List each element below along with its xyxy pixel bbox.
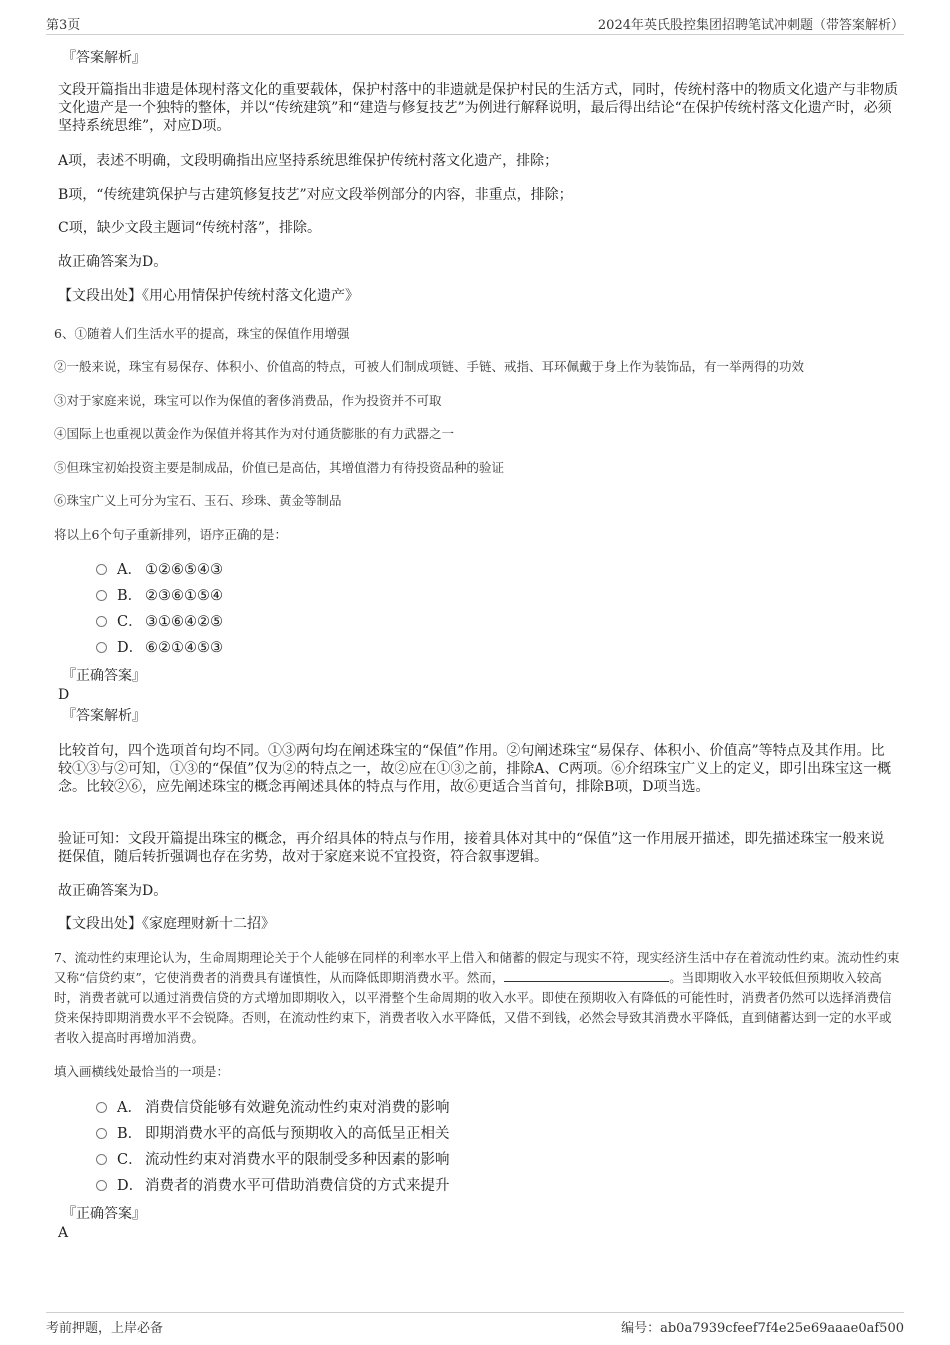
q5-source: 【文段出处】《用心用情保护传统村落文化遗产》 [58, 288, 359, 304]
q7-answer-label: 『正确答案』 [62, 1206, 146, 1222]
radio-button[interactable] [96, 1180, 107, 1191]
radio-button[interactable] [96, 616, 107, 627]
page-number: 第3页 [46, 18, 81, 33]
q6-analysis-paragraph-1: 比较首句，四个选项首句均不同。①③两句均在阐述珠宝的“保值”作用。②句阐述珠宝“易保存、体积小、价值高”等特点及其作用。比较①③与②可知，①③的“保值”仅为②的特点之一，故②应在①③之前，排除A、C两项。⑥介绍珠宝广义上的定义，即引出珠宝这一概念。比较②⑥，应先阐述珠宝的概念再阐述具体的特点与作用，故⑥更适合当首句，排除B项，D项当选。 [58, 743, 892, 795]
q6-option-c[interactable]: C． ③①⑥④②⑤ [96, 613, 223, 631]
fill-in-blank [504, 969, 669, 982]
q5-analysis-option-b: B项，“传统建筑保护与古建筑修复技艺”对应文段举例部分的内容，非重点，排除； [58, 187, 573, 203]
q6-sentence-5: ⑤但珠宝初始投资主要是制成品，价值已是高估，其增值潜力有待投资品种的验证 [54, 460, 505, 475]
q6-conclusion: 故正确答案为D。 [58, 883, 168, 899]
q5-analysis-option-c: C项，缺少文段主题词“传统村落”，排除。 [58, 220, 322, 236]
page-header [46, 14, 904, 35]
q5-analysis-option-a: A项，表述不明确，文段明确指出应坚持系统思维保护传统村落文化遗产，排除； [58, 153, 559, 169]
q6-sentence-2: ②一般来说，珠宝有易保存、体积小、价值高的特点，可被人们制成项链、手链、戒指、耳环佩戴于身上作为装饰品，有一举两得的功效 [54, 359, 805, 374]
radio-button[interactable] [96, 1154, 107, 1165]
q5-conclusion: 故正确答案为D。 [58, 254, 168, 270]
document-id: 编号：ab0a7939cfeef7f4e25e69aaae0af500 [621, 1321, 904, 1336]
radio-button[interactable] [96, 1102, 107, 1113]
q5-analysis-label: 『答案解析』 [62, 50, 146, 66]
q7-answer: A [58, 1225, 69, 1241]
q7-option-d[interactable]: D． 消费者的消费水平可借助消费信贷的方式来提升 [96, 1177, 450, 1195]
q7-option-a[interactable]: A． 消费信贷能够有效避免流动性约束对消费的影响 [96, 1099, 450, 1117]
q6-answer-label: 『正确答案』 [62, 668, 146, 684]
radio-button[interactable] [96, 590, 107, 601]
q6-analysis-label: 『答案解析』 [62, 708, 146, 724]
q6-source: 【文段出处】《家庭理财新十二招》 [58, 916, 275, 932]
q6-analysis-paragraph-2: 验证可知：文段开篇提出珠宝的概念，再介绍具体的特点与作用，接着具体对其中的“保值”这一作用展开描述，即先描述珠宝一般来说挺保值，随后转折强调也存在劣势，故对于家庭来说不宜投资，符合叙事逻辑。 [58, 831, 885, 865]
q6-sentence-1: 6、①随着人们生活水平的提高，珠宝的保值作用增强 [54, 326, 350, 341]
q7-option-c[interactable]: C． 流动性约束对消费水平的限制受多种因素的影响 [96, 1151, 450, 1169]
q6-option-d[interactable]: D． ⑥②①④⑤③ [96, 639, 223, 657]
q6-answer: D [58, 687, 70, 703]
q5-analysis-paragraph: 文段开篇指出非遗是体现村落文化的重要载体，保护村落中的非遗就是保护村民的生活方式，同时，传统村落中的物质文化遗产与非物质文化遗产是一个独特的整体，并以“传统建筑”和“建造与修复技艺”为例进行解释说明，最后得出结论“在保护传统村落文化遗产时，必须坚持系统思维”，对应D项。 [58, 82, 898, 134]
q7-option-b[interactable]: B． 即期消费水平的高低与预期收入的高低呈正相关 [96, 1125, 450, 1143]
radio-button[interactable] [96, 642, 107, 653]
page-footer [46, 1312, 904, 1340]
q7-question-text: 7、流动性约束理论认为，生命周期理论关于个人能够在同样的利率水平上借入和储蓄的假定与现实不符，现实经济生活中存在着流动性约束。流动性约束又称“信贷约束”，它使消费者的消费具有谨慎性，从而降低即期消费水平。然而， 。当即期收入水平较低但预期收入较高时，消费者就可以通过消费信贷的方式增加即期收入，以平滑整个生命周期的收入水平。即使在预期收入有降低的可能性时，消费者仍然可以选择消费信贷来保持即期消费水平不会锐降。否则，在流动性约束下，消费者收入水平降低，又借不到钱，必然会导致其消费水平降低，直到储蓄达到一定的水平或者收入提高时再增加消费。 [54, 950, 900, 1045]
q6-sentence-3: ③对于家庭来说，珠宝可以作为保值的奢侈消费品，作为投资并不可取 [54, 393, 442, 408]
q6-option-b[interactable]: B． ②③⑥①⑤④ [96, 587, 223, 605]
radio-button[interactable] [96, 564, 107, 575]
q7-prompt: 填入画横线处最恰当的一项是： [54, 1064, 230, 1079]
document-title: 2024年英氏股控集团招聘笔试冲刺题（带答案解析） [597, 18, 904, 33]
radio-button[interactable] [96, 1128, 107, 1139]
footer-slogan: 考前押题，上岸必备 [46, 1321, 164, 1336]
q6-sentence-6: ⑥珠宝广义上可分为宝石、玉石、珍珠、黄金等制品 [54, 493, 342, 508]
q6-option-a[interactable]: A． ①②⑥⑤④③ [96, 561, 223, 579]
q6-sentence-4: ④国际上也重视以黄金作为保值并将其作为对付通货膨胀的有力武器之一 [54, 426, 455, 441]
q6-prompt: 将以上6个句子重新排列，语序正确的是： [54, 527, 287, 542]
